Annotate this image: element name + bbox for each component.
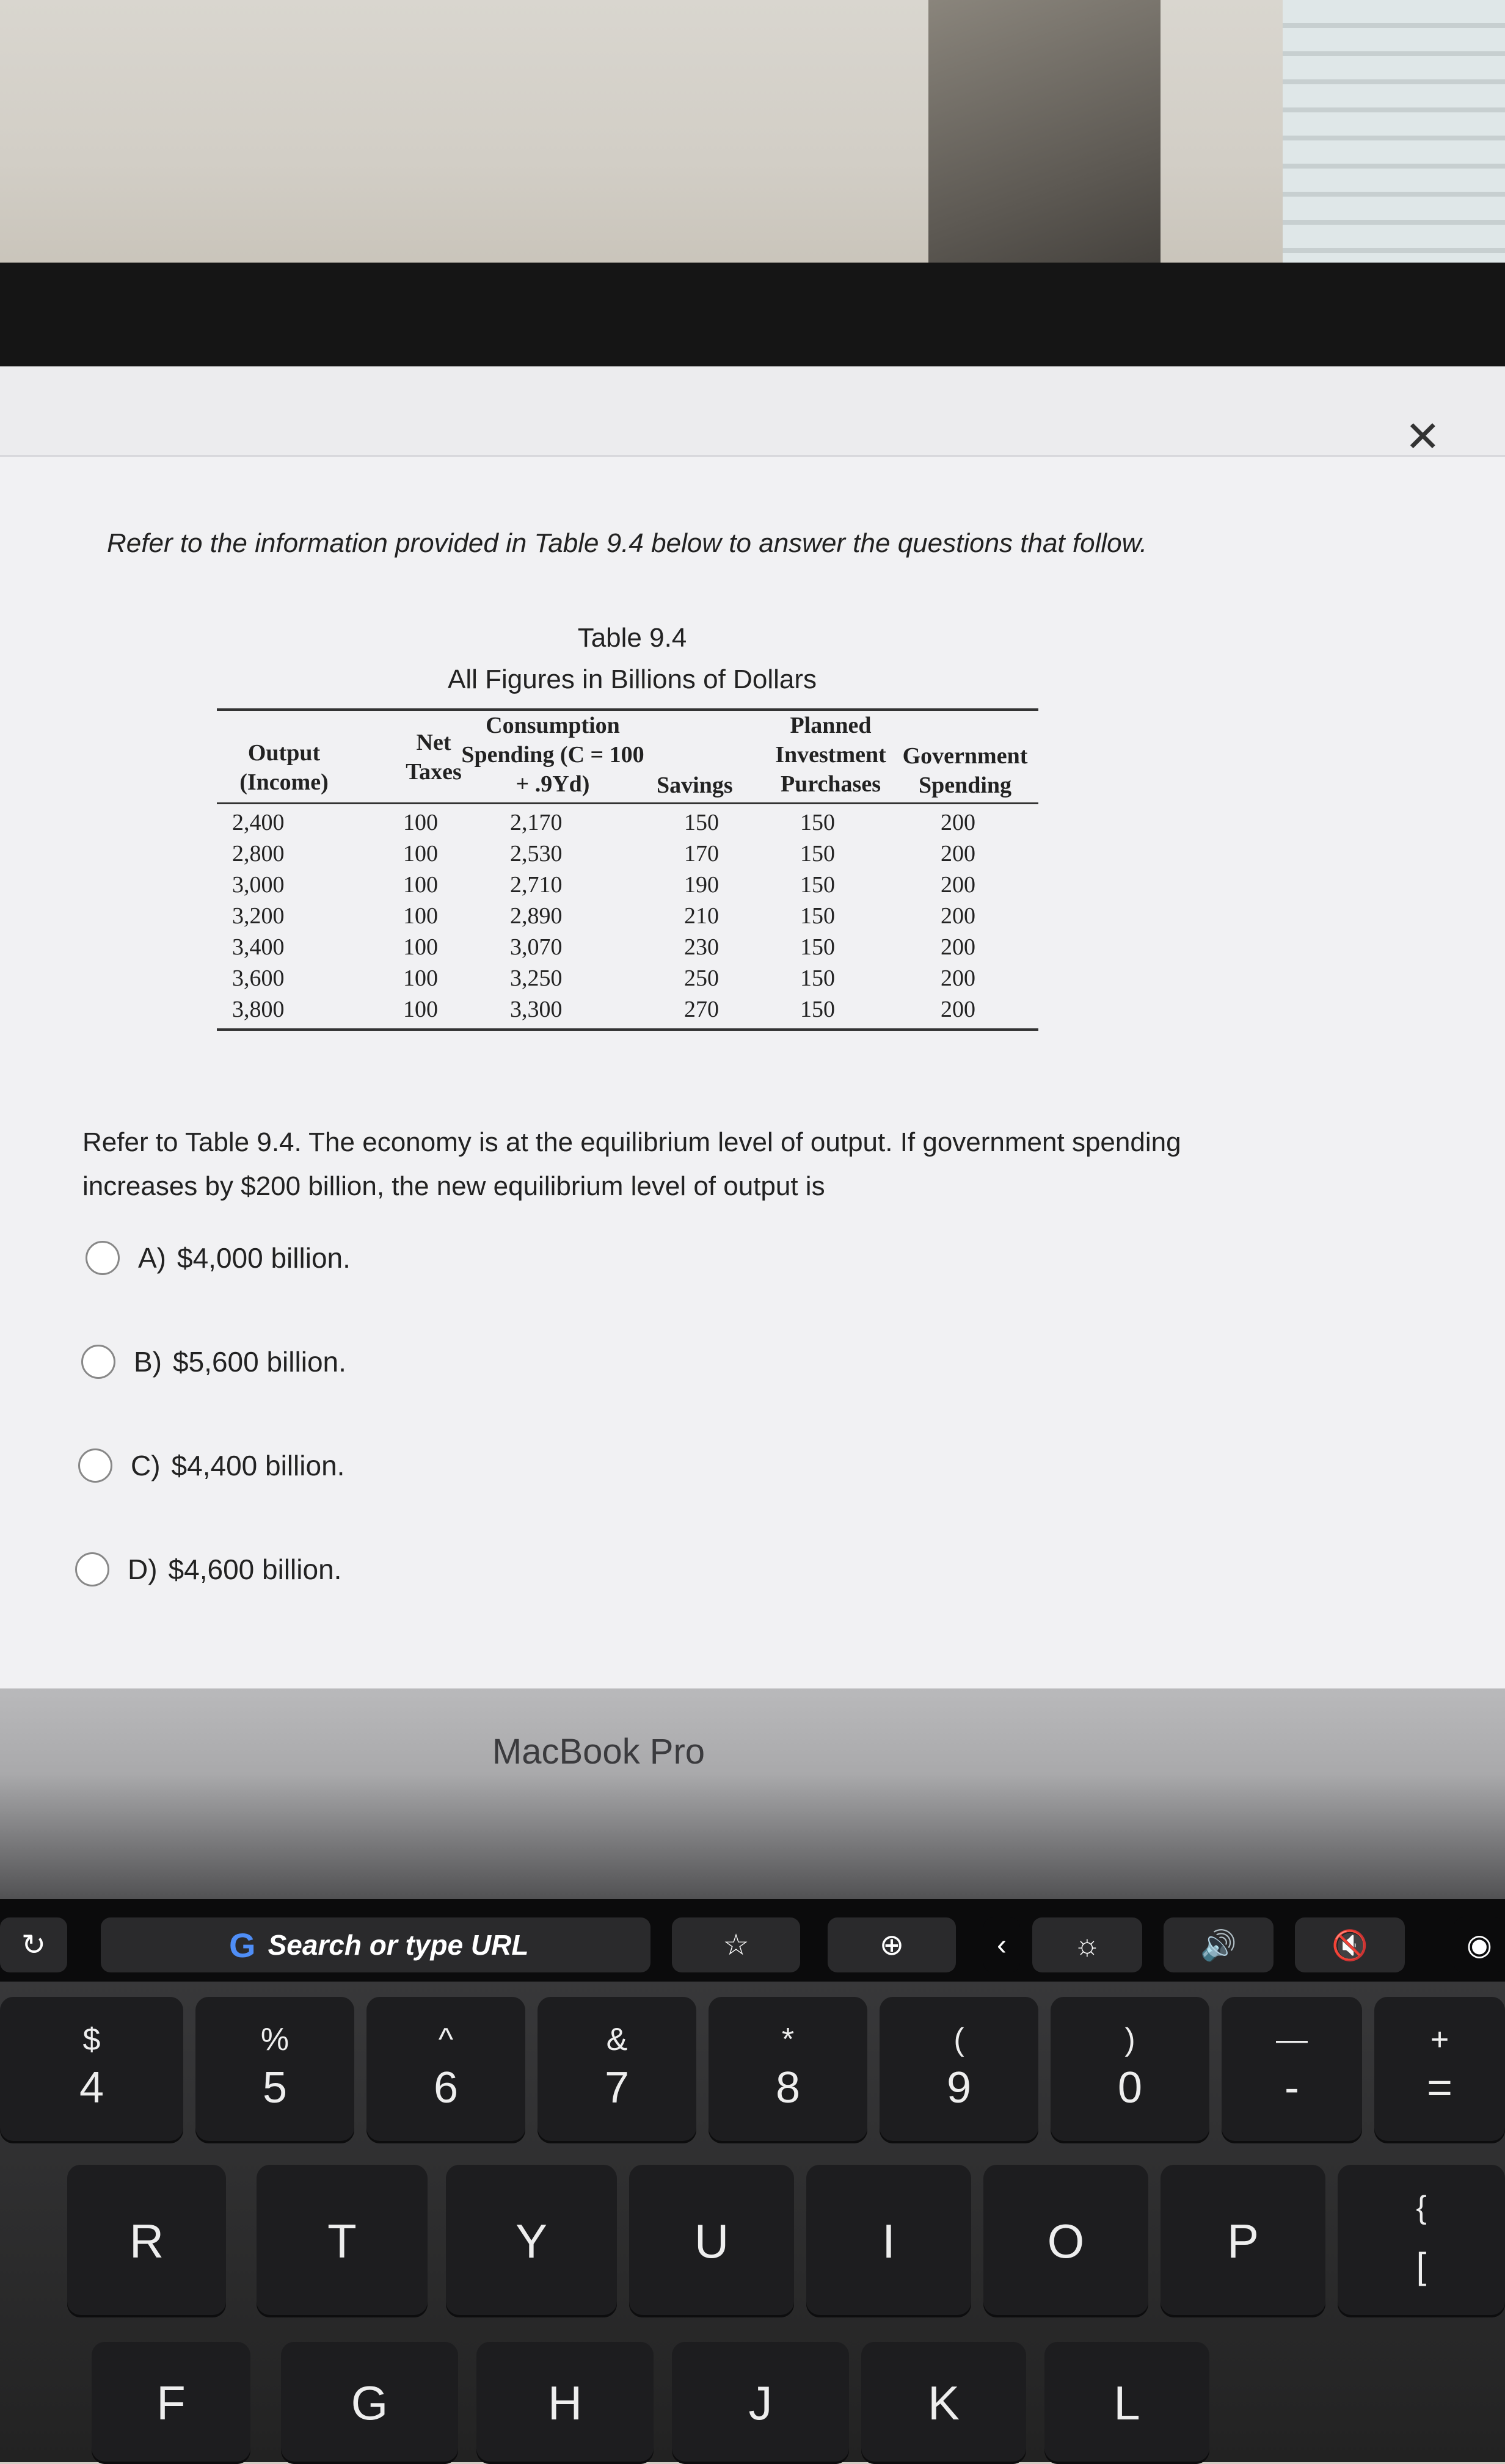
key-u[interactable] xyxy=(629,2165,794,2317)
key-i[interactable] xyxy=(806,2165,971,2317)
reload-icon[interactable]: ↻ xyxy=(0,1917,67,1972)
radio-button[interactable] xyxy=(78,1448,112,1483)
option-text: $4,600 billion. xyxy=(168,1554,342,1585)
new-tab-plus-icon[interactable]: ⊕ xyxy=(828,1917,956,1972)
cell-savings: 190 xyxy=(684,872,719,898)
cell-consumption: 2,170 xyxy=(510,810,563,835)
key-number: 0 xyxy=(1117,2063,1143,2112)
cell-investment: 150 xyxy=(800,872,835,898)
key-letter: T xyxy=(327,2214,357,2268)
key-r[interactable] xyxy=(67,2165,226,2317)
table-header xyxy=(217,711,1038,804)
option-text: $5,600 billion. xyxy=(173,1346,346,1378)
option-letter: A) xyxy=(138,1242,166,1274)
table-row xyxy=(217,869,1038,900)
key-0[interactable] xyxy=(1051,1997,1209,2143)
key-symbol: * xyxy=(781,2022,795,2057)
cell-taxes: 100 xyxy=(403,997,438,1022)
table-title: Table 9.4 xyxy=(577,623,687,653)
cell-government: 200 xyxy=(941,934,975,960)
cell-taxes: 100 xyxy=(403,810,438,835)
key-letter: P xyxy=(1226,2214,1259,2268)
chevron-left-icon[interactable]: ‹ xyxy=(983,1917,1020,1972)
picture-frame xyxy=(928,0,1161,305)
key-number: - xyxy=(1285,2063,1299,2112)
key-number: 4 xyxy=(79,2063,104,2112)
key-equals[interactable] xyxy=(1374,1997,1505,2143)
dialog-header xyxy=(0,366,1505,460)
key-number: 6 xyxy=(433,2063,459,2112)
cell-savings: 170 xyxy=(684,841,719,867)
table-row xyxy=(217,807,1038,838)
cell-government: 200 xyxy=(941,841,975,867)
key-7[interactable] xyxy=(538,1997,696,2143)
mute-icon[interactable]: 🔇 xyxy=(1295,1917,1405,1972)
key-symbol: + xyxy=(1430,2022,1449,2057)
data-table xyxy=(217,708,1038,1031)
bookmark-star-icon[interactable]: ☆ xyxy=(672,1917,800,1972)
cell-investment: 150 xyxy=(800,965,835,991)
header-investment: Planned Investment Purchases xyxy=(775,713,886,797)
key-number: 9 xyxy=(946,2063,972,2112)
touchbar-search-label: Search or type URL xyxy=(268,1929,529,1961)
key-k[interactable] xyxy=(861,2342,1026,2464)
cell-output: 2,400 xyxy=(232,810,285,835)
cell-consumption: 3,250 xyxy=(510,965,563,991)
laptop-brand-label: MacBook Pro xyxy=(492,1732,705,1772)
key-j[interactable] xyxy=(672,2342,849,2464)
cell-taxes: 100 xyxy=(403,841,438,867)
cell-consumption: 2,530 xyxy=(510,841,563,867)
key-h[interactable] xyxy=(476,2342,654,2464)
option-text: $4,000 billion. xyxy=(177,1242,351,1274)
key-symbol: ^ xyxy=(438,2022,454,2057)
volume-icon[interactable]: 🔊 xyxy=(1164,1917,1274,1972)
google-icon: G xyxy=(229,1925,256,1964)
key-letter: U xyxy=(694,2214,729,2268)
header-taxes: Net Taxes xyxy=(406,730,462,785)
key-bracket[interactable] xyxy=(1338,2165,1505,2317)
cell-government: 200 xyxy=(941,997,975,1022)
cell-investment: 150 xyxy=(800,841,835,867)
cell-taxes: 100 xyxy=(403,903,438,929)
key-symbol: $ xyxy=(82,2022,101,2057)
key-letter: G xyxy=(351,2375,388,2430)
siri-icon[interactable]: ◉ xyxy=(1454,1917,1505,1972)
key-number: 7 xyxy=(604,2063,630,2112)
cell-savings: 150 xyxy=(684,810,719,835)
laptop-bezel xyxy=(0,263,1505,373)
table-row xyxy=(217,994,1038,1025)
key-p[interactable] xyxy=(1161,2165,1325,2317)
key-l[interactable] xyxy=(1044,2342,1209,2464)
table-body xyxy=(217,804,1038,1028)
option-c[interactable] xyxy=(78,1444,344,1487)
background-wall xyxy=(0,0,1505,269)
key-symbol: ( xyxy=(953,2022,964,2057)
touchbar-search[interactable] xyxy=(101,1917,650,1972)
key-letter: O xyxy=(1047,2214,1085,2268)
key-number: 5 xyxy=(262,2063,288,2112)
key-g[interactable] xyxy=(281,2342,458,2464)
brightness-icon[interactable]: ☼ xyxy=(1032,1917,1142,1972)
cell-consumption: 3,070 xyxy=(510,934,563,960)
key-o[interactable] xyxy=(983,2165,1148,2317)
table-row xyxy=(217,931,1038,962)
cell-government: 200 xyxy=(941,872,975,898)
cell-savings: 250 xyxy=(684,965,719,991)
key-letter: Y xyxy=(515,2214,548,2268)
cell-output: 3,600 xyxy=(232,965,285,991)
key-symbol: % xyxy=(260,2022,290,2057)
cell-government: 200 xyxy=(941,810,975,835)
key-symbol: ) xyxy=(1124,2022,1135,2057)
key-letter: L xyxy=(1113,2375,1140,2430)
header-consumption: Consumption Spending (C = 100 + .9Yd) xyxy=(461,713,644,797)
key-5[interactable] xyxy=(195,1997,354,2143)
cell-investment: 150 xyxy=(800,810,835,835)
radio-button[interactable] xyxy=(75,1552,109,1586)
table-row xyxy=(217,900,1038,931)
key-letter: H xyxy=(547,2375,583,2430)
key-number: = xyxy=(1426,2063,1453,2112)
cell-government: 200 xyxy=(941,903,975,929)
window-blinds xyxy=(1283,0,1505,293)
key-symbol: — xyxy=(1276,2022,1308,2057)
radio-button[interactable] xyxy=(86,1241,120,1275)
key-letter: I xyxy=(882,2214,895,2268)
cell-output: 3,000 xyxy=(232,872,285,898)
cell-consumption: 2,890 xyxy=(510,903,563,929)
cell-taxes: 100 xyxy=(403,872,438,898)
option-letter: C) xyxy=(131,1450,161,1481)
key-letter: J xyxy=(748,2375,773,2430)
key-t[interactable] xyxy=(257,2165,428,2317)
laptop-screen xyxy=(0,366,1505,1688)
key-9[interactable] xyxy=(880,1997,1038,2143)
cell-output: 3,400 xyxy=(232,934,285,960)
header-savings: Savings xyxy=(657,772,733,798)
cell-investment: 150 xyxy=(800,903,835,929)
option-letter: B) xyxy=(134,1346,162,1378)
key-y[interactable] xyxy=(446,2165,617,2317)
key-f[interactable] xyxy=(92,2342,250,2464)
cell-investment: 150 xyxy=(800,997,835,1022)
header-output: Output (Income) xyxy=(239,740,329,795)
cell-investment: 150 xyxy=(800,934,835,960)
key-minus[interactable] xyxy=(1222,1997,1362,2143)
option-d[interactable] xyxy=(75,1548,341,1591)
table-row xyxy=(217,838,1038,869)
question-text: Refer to Table 9.4. The economy is at the equilibrium level of output. If government spending increases by $200 billion, the new equilibrium level of output is xyxy=(82,1127,1181,1201)
cell-output: 3,800 xyxy=(232,997,285,1022)
cell-savings: 230 xyxy=(684,934,719,960)
key-symbol: { xyxy=(1416,2190,1427,2225)
cell-savings: 210 xyxy=(684,903,719,929)
option-letter: D) xyxy=(128,1554,158,1585)
key-8[interactable] xyxy=(709,1997,867,2143)
key-letter: R xyxy=(129,2214,164,2268)
intro-text: Refer to the information provided in Table 9.4 below to answer the questions that follow. xyxy=(107,528,1148,558)
cell-taxes: 100 xyxy=(403,965,438,991)
cell-output: 2,800 xyxy=(232,841,285,867)
key-symbol: & xyxy=(606,2022,628,2057)
key-number: [ xyxy=(1416,2245,1427,2286)
key-letter: F xyxy=(156,2375,186,2430)
cell-savings: 270 xyxy=(684,997,719,1022)
close-icon[interactable]: ✕ xyxy=(1405,413,1441,460)
key-4[interactable] xyxy=(0,1997,183,2143)
header-government: Government Spending xyxy=(902,743,1028,798)
option-a[interactable] xyxy=(86,1237,351,1279)
option-text: $4,400 billion. xyxy=(171,1450,345,1481)
cell-consumption: 2,710 xyxy=(510,872,563,898)
cell-taxes: 100 xyxy=(403,934,438,960)
radio-button[interactable] xyxy=(81,1345,115,1379)
cell-government: 200 xyxy=(941,965,975,991)
table-subtitle: All Figures in Billions of Dollars xyxy=(448,664,817,694)
key-letter: K xyxy=(927,2375,960,2430)
key-6[interactable] xyxy=(366,1997,525,2143)
option-b[interactable] xyxy=(81,1340,346,1383)
cell-consumption: 3,300 xyxy=(510,997,563,1022)
key-number: 8 xyxy=(775,2063,801,2112)
table-row xyxy=(217,962,1038,994)
cell-output: 3,200 xyxy=(232,903,285,929)
